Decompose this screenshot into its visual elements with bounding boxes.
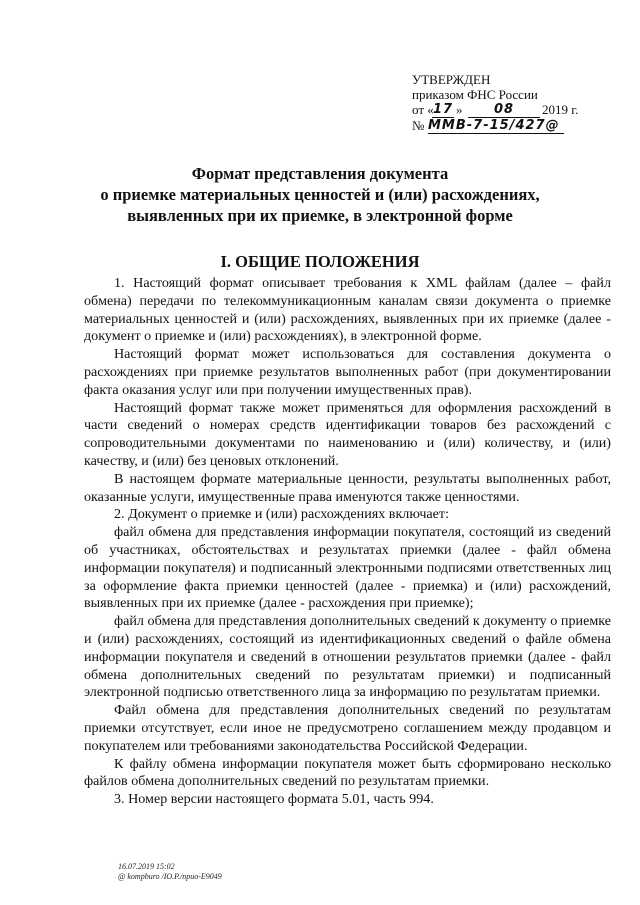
paragraph-1: 1. Настоящий формат описывает требования к XML файлам (далее – файл обмена) передачи по телекоммуникационным каналам связи документа о приемке материальных ценностей и (или) расхождениях, выявленных при их приемке (далее - документ о приемке и (или) расхождениях), в электронной форме. — [84, 275, 611, 345]
paragraph-8: Файл обмена для представления дополнительных сведений по результатам приемки отсутствует, если иное не предусмотрено соглашением между продавцом и покупателем или требованиями законодательства Российской Федерации. — [84, 702, 611, 754]
paragraph-2: Настоящий формат может использоваться для составления документа о расхождениях при приемке результатов выполненных работ (при документировании факта оказания услуг или при получении имущественных прав). — [84, 346, 611, 398]
title-line-1: Формат представления документа — [191, 164, 449, 183]
approval-number — [412, 118, 602, 134]
title-line-3: выявленных при их приемке, в электронной форме — [127, 206, 513, 225]
date-year: 2019 г. — [542, 102, 579, 117]
approval-title: УТВЕРЖДЕН — [412, 72, 491, 87]
date-sep: » — [456, 102, 463, 117]
paragraph-4: В настоящем формате материальные ценности, результаты выполненных работ, оказанные услуги, имущественные права именуются также ценностями. — [84, 470, 611, 505]
date-day: 17 — [432, 102, 454, 117]
approval-block — [412, 72, 602, 134]
number-value: ММВ-7-15/427@ — [428, 118, 564, 134]
date-prefix: от « — [412, 102, 434, 117]
paragraph-9: К файлу обмена информации покупателя может быть сформировано несколько файлов обмена дополнительных сведений по результатам приемки. — [84, 755, 611, 790]
paragraph-7: файл обмена для представления дополнительных сведений к документу о приемке и (или) расхождениях, состоящий из идентификационных сведений о файле обмена информации покупателя и сведений в отношении результатов приемки (далее - файл обмена дополнительных сведений по результатам приемки) и подписанный электронной подписью ответственного лица за информацию по результатам приемки. — [84, 613, 611, 701]
paragraph-5: 2. Документ о приемке и (или) расхождениях включает: — [114, 506, 449, 523]
paragraph-3: Настоящий формат также может применяться для оформления расхождений в части сведений о номерах средств идентификации товаров без расхождений с сопроводительными документами по наименованию и (или) количеству, и (или) качеству, и (или) без ценовых отклонений. — [84, 399, 611, 469]
paragraph-10: 3. Номер версии настоящего формата 5.01, часть 994. — [114, 791, 434, 808]
approval-order: приказом ФНС России — [412, 87, 538, 102]
date-month: 08 — [468, 102, 540, 118]
number-prefix: № — [412, 118, 425, 133]
title-line-2: о приемке материальных ценностей и (или) расхождениях, — [100, 185, 540, 204]
paragraph-6: файл обмена для представления информации покупателя, состоящий из сведений об участниках, обстоятельствах и результатах приемки (далее - файл обмена информации покупателя) и подписанный электронными подписями ответственных лиц за оформление факта приемки ценностей (далее - приемка) и (или) расхождений, выявленных при их приемке (далее - расхождения при приемке); — [84, 524, 611, 612]
document-title — [40, 163, 600, 226]
approval-date — [412, 102, 602, 118]
document-body — [84, 275, 611, 809]
footer-path: @ kompburo /IO.P./npuo-E9049 — [118, 872, 222, 881]
document-footer — [118, 862, 222, 882]
section-heading: I. ОБЩИЕ ПОЛОЖЕНИЯ — [220, 252, 420, 271]
footer-timestamp: 16.07.2019 15:02 — [118, 862, 175, 871]
